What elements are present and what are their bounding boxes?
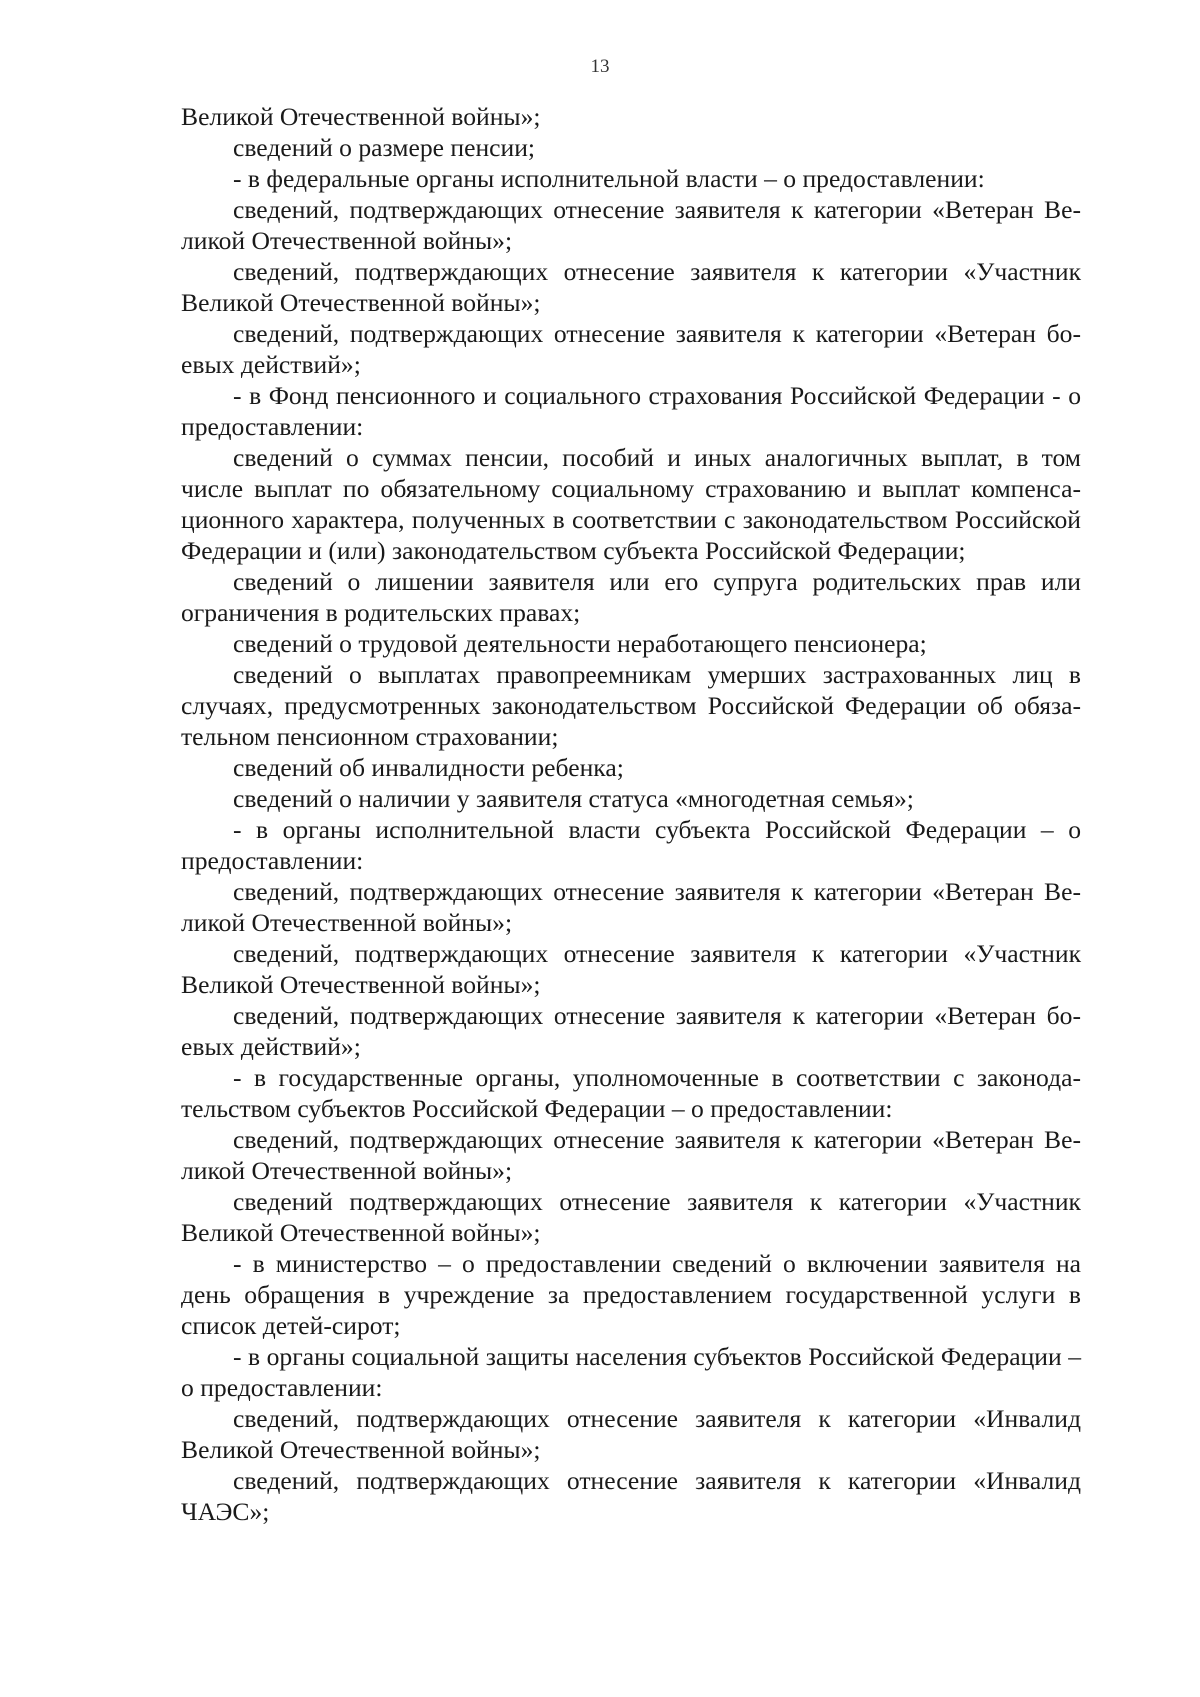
paragraph-continuation: Великой Отечественной войны»; bbox=[181, 102, 541, 131]
paragraph: сведений, подтверждающих отнесение заявителя к категории «Ветеран боевых действий»; bbox=[181, 1001, 1081, 1061]
paragraph: сведений, подтверждающих отнесение заявителя к категории «Ветеран Великой Отечественной войны»; bbox=[181, 1125, 1081, 1185]
paragraph: сведений, подтверждающих отнесение заявителя к категории «Участник Великой Отечественной войны»; bbox=[181, 257, 1081, 317]
page-number: 13 bbox=[590, 56, 610, 77]
paragraph: сведений о выплатах правопреемникам умерших застрахованных лиц в случаях, предусмотренных законодательством Российской Федерации об обязательном пенсионном страховании; bbox=[181, 660, 1081, 751]
paragraph: сведений о трудовой деятельности неработающего пенсионера; bbox=[233, 629, 927, 658]
paragraph-list-heading: - в государственные органы, уполномоченные в соответствии с законодательством субъектов Российской Федерации – о предоставлении: bbox=[181, 1063, 1081, 1123]
paragraph: сведений об инвалидности ребенка; bbox=[233, 753, 624, 782]
paragraph: сведений, подтверждающих отнесение заявителя к категории «Инвалид ЧАЭС»; bbox=[181, 1466, 1081, 1526]
paragraph: сведений о суммах пенсии, пособий и иных аналогичных выплат, в том числе выплат по обязательному социальному страхованию и выплат компенсационного характера, полученных в соответствии с законодательством Российской Федерации и (или) законодательством субъекта Российской Федерации; bbox=[181, 443, 1081, 565]
paragraph: сведений, подтверждающих отнесение заявителя к категории «Ветеран Великой Отечественной войны»; bbox=[181, 195, 1081, 255]
paragraph: сведений, подтверждающих отнесение заявителя к категории «Ветеран Великой Отечественной войны»; bbox=[181, 877, 1081, 937]
paragraph-list-heading: - в министерство – о предоставлении сведений о включении заявителя на день обращения в учреждение за предоставлением государственной услуги в список детей-сирот; bbox=[181, 1249, 1081, 1340]
paragraph: сведений о наличии у заявителя статуса «многодетная семья»; bbox=[233, 784, 914, 813]
paragraph: сведений, подтверждающих отнесение заявителя к категории «Участник Великой Отечественной войны»; bbox=[181, 939, 1081, 999]
paragraph: сведений подтверждающих отнесение заявителя к категории «Участник Великой Отечественной войны»; bbox=[181, 1187, 1081, 1247]
paragraph-list-heading: - в органы социальной защиты населения субъектов Российской Федерации – о предоставлении: bbox=[181, 1342, 1081, 1402]
paragraph: сведений, подтверждающих отнесение заявителя к категории «Ветеран боевых действий»; bbox=[181, 319, 1081, 379]
paragraph-list-heading: - в федеральные органы исполнительной власти – о предоставлении: bbox=[233, 164, 985, 193]
paragraph-list-heading: - в органы исполнительной власти субъекта Российской Федерации – о предоставлении: bbox=[181, 815, 1081, 875]
document-body bbox=[181, 101, 1081, 1527]
paragraph-list-heading: - в Фонд пенсионного и социального страхования Российской Федерации - о предоставлении: bbox=[181, 381, 1081, 441]
paragraph: сведений о лишении заявителя или его супруга родительских прав или ограничения в родительских правах; bbox=[181, 567, 1081, 627]
paragraph: сведений о размере пенсии; bbox=[233, 133, 536, 162]
paragraph: сведений, подтверждающих отнесение заявителя к категории «Инвалид Великой Отечественной войны»; bbox=[181, 1404, 1081, 1464]
